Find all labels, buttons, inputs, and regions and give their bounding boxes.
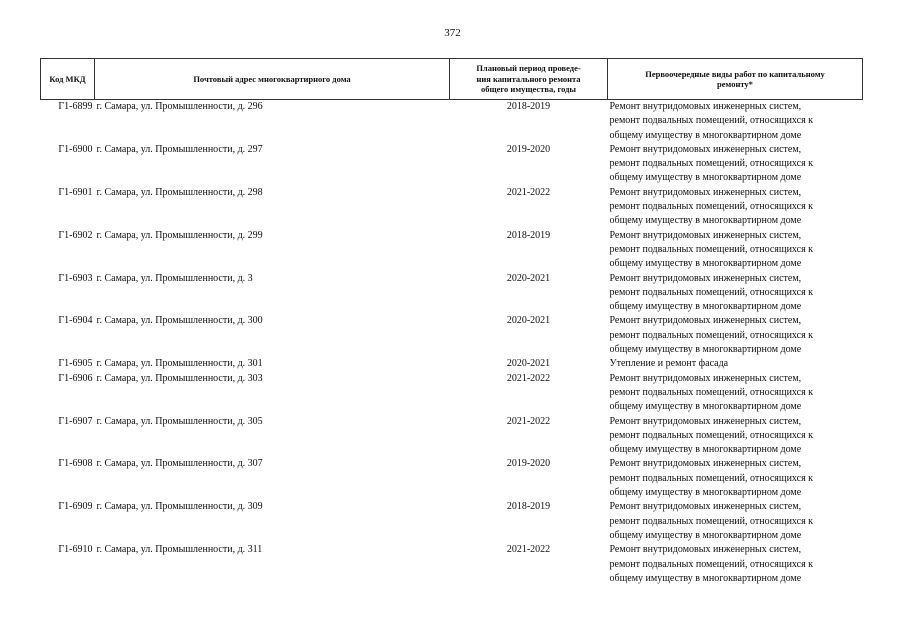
row-code: Г1-6899 bbox=[58, 101, 93, 112]
row-works bbox=[608, 372, 863, 415]
row-works-line: Ремонт внутридомовых инженерных систем, bbox=[609, 186, 802, 198]
row-works-line: общему имуществу в многоквартирном доме bbox=[609, 344, 802, 356]
row-code: Г1-6909 bbox=[58, 501, 93, 513]
row-address: г. Самара, ул. Промышленности, д. 300 bbox=[96, 315, 263, 327]
table-header bbox=[41, 59, 863, 100]
row-works bbox=[608, 143, 863, 186]
row-works-line: ремонт подвальных помещений, относящихся к bbox=[609, 286, 814, 298]
table-row bbox=[41, 500, 863, 543]
row-works bbox=[608, 357, 863, 371]
row-address: г. Самара, ул. Промышленности, д. 305 bbox=[96, 415, 263, 427]
row-period: 2020-2021 bbox=[506, 358, 551, 370]
row-works bbox=[608, 272, 863, 315]
row-works-line: общему имуществу в многоквартирном доме bbox=[609, 401, 802, 413]
row-works-line: Ремонт внутридомовых инженерных систем, bbox=[609, 272, 802, 284]
header-works-line: Первоочередные виды работ по капитальному bbox=[645, 68, 825, 79]
row-address: г. Самара, ул. Промышленности, д. 298 bbox=[96, 186, 263, 198]
header-works bbox=[608, 59, 863, 100]
row-period: 2018-2019 bbox=[506, 101, 551, 112]
row-works-line: общему имуществу в многоквартирном доме bbox=[609, 215, 802, 227]
page-number: 372 bbox=[444, 27, 461, 39]
row-works-line: Ремонт внутридомовых инженерных систем, bbox=[609, 501, 802, 513]
row-address: г. Самара, ул. Промышленности, д. 309 bbox=[96, 501, 263, 513]
row-period: 2020-2021 bbox=[506, 315, 551, 327]
header-row bbox=[41, 59, 863, 100]
table-row bbox=[41, 415, 863, 458]
row-code: Г1-6903 bbox=[58, 272, 93, 284]
table-row bbox=[41, 372, 863, 415]
table-row bbox=[41, 357, 863, 371]
row-works bbox=[608, 415, 863, 458]
row-works-line: общему имуществу в многоквартирном доме bbox=[609, 529, 802, 541]
row-period: 2020-2021 bbox=[506, 272, 551, 284]
row-works-line: Ремонт внутридомовых инженерных систем, bbox=[609, 229, 802, 241]
row-works-line: ремонт подвальных помещений, относящихся к bbox=[609, 515, 814, 527]
row-works-line: Ремонт внутридомовых инженерных систем, bbox=[609, 372, 802, 384]
row-address: г. Самара, ул. Промышленности, д. 297 bbox=[96, 143, 263, 155]
row-works-line: ремонт подвальных помещений, относящихся к bbox=[609, 429, 814, 441]
row-works-line: общему имуществу в многоквартирном доме bbox=[609, 444, 802, 456]
row-works-line: ремонт подвальных помещений, относящихся к bbox=[609, 243, 814, 255]
row-code: Г1-6904 bbox=[58, 315, 93, 327]
row-period: 2021-2022 bbox=[506, 544, 551, 556]
row-works-line: ремонт подвальных помещений, относящихся к bbox=[609, 386, 814, 398]
table-row bbox=[41, 457, 863, 500]
header-address: Почтовый адрес многоквартирного дома bbox=[95, 59, 450, 100]
row-address: г. Самара, ул. Промышленности, д. 307 bbox=[96, 458, 263, 470]
row-works-line: общему имуществу в многоквартирном доме bbox=[609, 572, 802, 584]
row-works-line: ремонт подвальных помещений, относящихся к bbox=[609, 558, 814, 570]
row-period: 2018-2019 bbox=[506, 229, 551, 241]
table-row bbox=[41, 229, 863, 272]
row-works-line: общему имуществу в многоквартирном доме bbox=[609, 172, 802, 184]
row-code: Г1-6901 bbox=[58, 186, 93, 198]
header-code: Код МКД bbox=[41, 59, 95, 100]
row-works-line: Утепление и ремонт фасада bbox=[609, 358, 729, 370]
row-works-line: общему имуществу в многоквартирном доме bbox=[609, 301, 802, 313]
row-code: Г1-6910 bbox=[58, 544, 93, 556]
row-works bbox=[608, 543, 863, 586]
row-works bbox=[608, 100, 863, 143]
row-works bbox=[608, 314, 863, 357]
row-address: г. Самара, ул. Промышленности, д. 303 bbox=[96, 372, 263, 384]
row-works-line: Ремонт внутридомовых инженерных систем, bbox=[609, 458, 802, 470]
row-works-line: ремонт подвальных помещений, относящихся к bbox=[609, 329, 814, 341]
row-address: г. Самара, ул. Промышленности, д. 301 bbox=[96, 358, 263, 370]
row-code: Г1-6906 bbox=[58, 372, 93, 384]
row-works-line: ремонт подвальных помещений, относящихся к bbox=[609, 115, 814, 127]
row-code: Г1-6902 bbox=[58, 229, 93, 241]
row-works-line: общему имуществу в многоквартирном доме bbox=[609, 258, 802, 270]
row-works-line: Ремонт внутридомовых инженерных систем, bbox=[609, 143, 802, 155]
row-address: г. Самара, ул. Промышленности, д. 296 bbox=[96, 101, 263, 112]
row-period: 2019-2020 bbox=[506, 143, 551, 155]
row-address: г. Самара, ул. Промышленности, д. 299 bbox=[96, 229, 263, 241]
row-code: Г1-6905 bbox=[58, 358, 93, 370]
row-code: Г1-6900 bbox=[58, 143, 93, 155]
table-body bbox=[41, 100, 863, 587]
row-works bbox=[608, 229, 863, 272]
table-row bbox=[41, 186, 863, 229]
row-code: Г1-6908 bbox=[58, 458, 93, 470]
table-row bbox=[41, 314, 863, 357]
row-period: 2021-2022 bbox=[506, 372, 551, 384]
row-works-line: ремонт подвальных помещений, относящихся к bbox=[609, 158, 814, 170]
row-period: 2019-2020 bbox=[506, 458, 551, 470]
row-works bbox=[608, 457, 863, 500]
table-row bbox=[41, 543, 863, 586]
row-code: Г1-6907 bbox=[58, 415, 93, 427]
table-row bbox=[41, 272, 863, 315]
row-works-line: Ремонт внутридомовых инженерных систем, bbox=[609, 415, 802, 427]
row-works-line: ремонт подвальных помещений, относящихся к bbox=[609, 472, 814, 484]
header-works-line: ремонту* bbox=[717, 79, 753, 89]
header-period bbox=[450, 59, 608, 100]
row-works-line: Ремонт внутридомовых инженерных систем, bbox=[609, 315, 802, 327]
table-row bbox=[41, 143, 863, 186]
row-works-line: Ремонт внутридомовых инженерных систем, bbox=[609, 101, 802, 112]
capital-repair-table bbox=[40, 58, 863, 586]
row-works bbox=[608, 186, 863, 229]
row-period: 2021-2022 bbox=[506, 186, 551, 198]
row-address: г. Самара, ул. Промышленности, д. 3 bbox=[96, 272, 253, 284]
row-period: 2018-2019 bbox=[506, 501, 551, 513]
row-works-line: Ремонт внутридомовых инженерных систем, bbox=[609, 544, 802, 556]
table-row bbox=[41, 100, 863, 143]
row-works-line: общему имуществу в многоквартирном доме bbox=[609, 129, 802, 141]
row-works bbox=[608, 500, 863, 543]
row-period: 2021-2022 bbox=[506, 415, 551, 427]
header-period-line: общего имущества, годы bbox=[480, 84, 577, 95]
row-address: г. Самара, ул. Промышленности, д. 311 bbox=[96, 544, 263, 556]
row-works-line: ремонт подвальных помещений, относящихся к bbox=[609, 201, 814, 213]
header-period-line: Плановый период проведе- bbox=[476, 63, 581, 74]
row-works-line: общему имуществу в многоквартирном доме bbox=[609, 487, 802, 499]
header-period-line: ния капитального ремонта bbox=[476, 73, 581, 84]
